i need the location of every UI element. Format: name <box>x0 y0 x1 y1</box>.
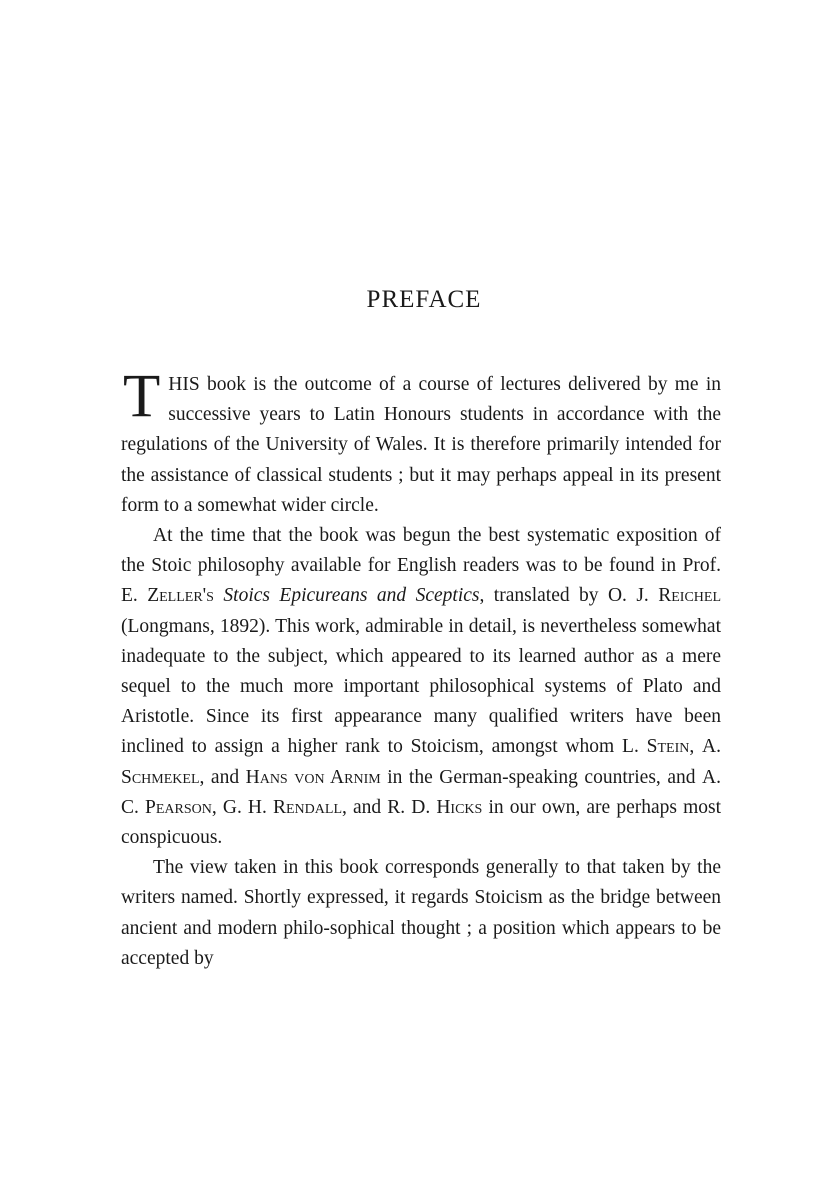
book-title: Stoics Epicureans and Sceptics <box>223 585 480 607</box>
page-title: PREFACE <box>366 286 482 313</box>
paragraph-2-text-a: At the time that the book was begun the best systematic exposition of the Stoic philosophy available for English readers was to be found in Prof. <box>121 525 721 577</box>
paragraph-3 <box>121 853 721 974</box>
author-pearson: A. C. Pearson <box>121 766 721 818</box>
author-stein: L. Stein <box>622 736 690 758</box>
paragraph-2-text-b: (Longmans, 1892). This work, admirable in detail, is nevertheless somewhat inadequate to the subject, which appeared to its learned author as a mere sequel to the much more important philosophical systems of Plato and Aristotle. Since its first appearance many qualified writers have been inclined to assign a higher rank to Stoicism, amongst whom <box>121 615 721 758</box>
preface-body <box>121 363 722 974</box>
author-hicks: R. D. Hicks <box>387 796 483 818</box>
paragraph-1 <box>121 363 721 521</box>
author-zeller: E. Zeller's <box>121 585 214 607</box>
paragraph-2: At the time that the book was begun the best systematic exposition of the Stoic philosophy available for English readers was to be found in Prof. E. Zeller's Stoics Epicureans and Sceptics, translated by O. J. Reichel (Longmans, 1892). This work, admirable in detail, is nevertheless somewhat inadequate to the subject, which appeared to its learned author as a mere sequel to the much more important philosophical systems of Plato and Aristotle. Since its first appearance many qualified writers have been inclined to assign a higher rank to Stoicism, amongst whom L. Stein, A. Schmekel, and Hans von Arnim in the German-speaking countries, and A. C. Pearson, G. H. Rendall, and R. D. Hicks in our own, are perhaps most conspicuous. <box>121 525 722 849</box>
drop-cap: T <box>123 363 161 430</box>
paragraph-1-text: HIS book is the outcome of a course of lectures delivered by me in successive years to Latin Honours students in accordance with the regulations of the University of Wales. It is therefore primarily intended for the assistance of classical students ; but it may perhaps appeal in its present form to a somewhat wider circle. <box>121 374 721 516</box>
author-reichel: O. J. Reichel <box>607 585 721 607</box>
paragraph-3-text: The view taken in this book corresponds generally to that taken by the writers named. Shortly expressed, it regards Stoicism as the bridge between ancient and modern philo-sophical thought ; a position which appears to be accepted by <box>121 857 721 969</box>
author-rendall: G. H. Rendall <box>222 796 342 818</box>
author-schmekel: A. Schmekel <box>121 736 721 788</box>
author-arnim: Hans von Arnim <box>245 766 381 788</box>
